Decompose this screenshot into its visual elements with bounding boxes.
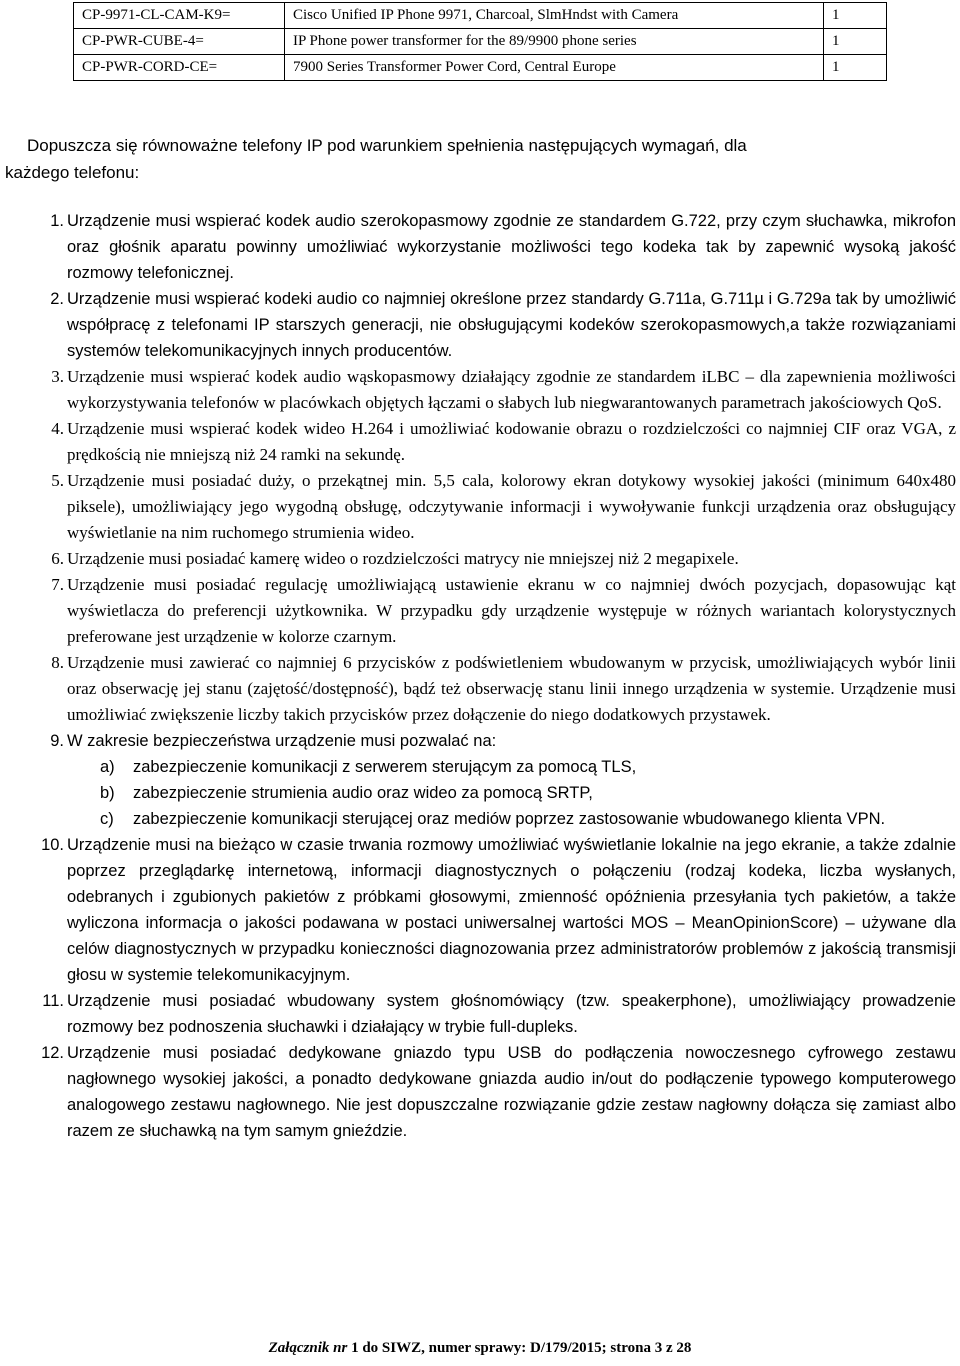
intro-paragraph	[5, 132, 950, 186]
item-number: 11.	[42, 992, 64, 1010]
item-number: 8.	[51, 653, 64, 672]
sublist-text: zabezpieczenie strumienia audio oraz wideo za pomocą SRTP,	[133, 784, 593, 802]
item-number: 9.	[50, 732, 64, 750]
item-text: Urządzenie musi posiadać dedykowane gniazdo typu USB do podłączenia nowoczesnego cyfrowego zestawu nagłownego wysokiej jakości, a ponadto dedykowane gniazda audio in/out do podłączenie typowego komputerowego analogowego zestawu nagłownego. Nie jest dopuszczalne rozwiązanie gdzie zestaw nagłowny dołącza się zamiast albo razem ze słuchawką na tym samym gnieździe.	[67, 1044, 956, 1140]
item-number: 7.	[51, 575, 64, 594]
part-description: 7900 Series Transformer Power Cord, Central Europe	[285, 55, 824, 81]
sublist-label: c)	[100, 810, 114, 828]
part-code: CP-PWR-CORD-CE=	[74, 55, 285, 81]
item-number: 10.	[41, 836, 64, 854]
part-quantity: 1	[824, 3, 887, 29]
security-sublist	[67, 754, 956, 832]
list-item	[0, 572, 960, 650]
list-item	[0, 728, 960, 832]
list-item	[0, 832, 960, 988]
sublist-item	[67, 806, 956, 832]
item-text: Urządzenie musi posiadać regulację umożliwiającą ustawienie ekranu w co najmniej dwóch pozycjach, dopasowując kąt wyświetlacza do preferencji użytkownika. W przypadku gdy urządzenie występuje w różnych wariantach kolorystycznych preferowane jest urządzenie w kolorze czarnym.	[67, 575, 956, 646]
table-row	[74, 29, 887, 55]
list-item	[0, 1040, 960, 1144]
item-text: Urządzenie musi na bieżąco w czasie trwania rozmowy umożliwiać wyświetlanie lokalnie na jego ekranie, a także zdalnie poprzez przeglądarkę internetową, informacji diagnostycznych o połączeniu (rodzaj kodeka, liczba wysłanych, odebranych i zgubionych pakietów z próbkami głosowymi, zmienność opóźnienia przesyłania tych pakietów, a także wyliczona informacja o jakości podawana w postaci uniwersalnej wartości MOS – MeanOpinionScore) – używane dla celów diagnostycznych w przypadku konieczności diagnozowania przez administratorów problemów z jakością transmisji głosu w systemie telekomunikacyjnym.	[67, 836, 956, 984]
sublist-label: b)	[100, 784, 115, 802]
footer-attachment-label: Załącznik nr	[268, 1340, 348, 1356]
sublist-label: a)	[100, 758, 115, 776]
part-code: CP-9971-CL-CAM-K9=	[74, 3, 285, 29]
intro-line: Dopuszcza się równoważne telefony IP pod warunkiem spełnienia następujących wymagań, dla	[27, 136, 747, 155]
list-item	[0, 364, 960, 416]
item-text: Urządzenie musi posiadać wbudowany system głośnomówiący (tzw. speakerphone), umożliwiający prowadzenie rozmowy bez podnoszenia słuchawki i działający w trybie full-dupleks.	[67, 992, 956, 1036]
part-code: CP-PWR-CUBE-4=	[74, 29, 285, 55]
sublist-text: zabezpieczenie komunikacji sterującej oraz mediów poprzez zastosowanie wbudowanego klienta VPN.	[133, 810, 886, 828]
item-text: Urządzenie musi posiadać kamerę wideo o rozdzielczości matrycy nie mniejszej niż 2 megapixele.	[67, 549, 739, 568]
sublist-text: zabezpieczenie komunikacji z serwerem sterującym za pomocą TLS,	[133, 758, 637, 776]
item-number: 6.	[51, 549, 64, 568]
sublist-item	[67, 754, 956, 780]
part-description: Cisco Unified IP Phone 9971, Charcoal, SlmHndst with Camera	[285, 3, 824, 29]
intro-line: każdego telefonu:	[5, 163, 140, 182]
item-text: Urządzenie musi wspierać kodek audio wąskopasmowy działający zgodnie ze standardem iLBC – dla zapewnienia możliwości wykorzystywania telefonów w placówkach objętych łączami o słabych lub niegwarantowanych parametrach jakościowych QoS.	[67, 367, 956, 412]
part-description: IP Phone power transformer for the 89/9900 phone series	[285, 29, 824, 55]
item-text: Urządzenie musi wspierać kodek audio szerokopasmowy zgodnie ze standardem G.722, przy czym słuchawka, mikrofon oraz głośnik aparatu powinny umożliwiać wykorzystanie możliwości tego kodeka tak by zapewnić wysoką jakość rozmowy telefonicznej.	[67, 212, 956, 282]
footer-reference: 1 do SIWZ, numer sprawy: D/179/2015; strona 3 z 28	[347, 1340, 692, 1356]
table-row	[74, 55, 887, 81]
part-quantity: 1	[824, 29, 887, 55]
list-item	[0, 546, 960, 572]
item-number: 4.	[51, 419, 64, 438]
table-row	[74, 3, 887, 29]
requirements-list	[0, 208, 960, 1144]
item-text: Urządzenie musi zawierać co najmniej 6 przycisków z podświetleniem wbudowanym w przycisk, umożliwiających wybór linii oraz obserwację jej stanu (zajętość/dostępność), bądź też obserwację stanu linii innego urządzenia w systemie. Urządzenie musi umożliwiać zwiększenie liczby takich przycisków przez dołączenie do niego dodatkowych przystawek.	[67, 653, 956, 724]
item-text: W zakresie bezpieczeństwa urządzenie musi pozwalać na:	[67, 732, 497, 750]
list-item	[0, 650, 960, 728]
item-number: 5.	[51, 471, 64, 490]
list-item	[0, 988, 960, 1040]
item-number: 2.	[50, 290, 64, 308]
list-item	[0, 416, 960, 468]
equipment-table	[73, 2, 887, 81]
item-text: Urządzenie musi wspierać kodek wideo H.264 i umożliwiać kodowanie obrazu o rozdzielczości co najmniej CIF oraz VGA, z prędkością nie mniejszą niż 24 ramki na sekundę.	[67, 419, 956, 464]
item-number: 12.	[41, 1044, 64, 1062]
item-text: Urządzenie musi wspierać kodeki audio co najmniej określone przez standardy G.711a, G.711µ i G.729a tak by umożliwić współpracę z telefonami IP starszych generacji, nie obsługującymi kodeków szerokopasmowych,a także rozwiązaniami systemów telekomunikacyjnych innych producentów.	[67, 290, 956, 360]
item-text: Urządzenie musi posiadać duży, o przekątnej min. 5,5 cala, kolorowy ekran dotykowy wysokiej jakości (minimum 640x480 piksele), umożliwiający jego wygodną obsługę, odczytywanie informacji i wywoływanie funkcji urządzenia oraz obsługujący wyświetlanie na nim ruchomego strumienia wideo.	[67, 471, 956, 542]
list-item	[0, 286, 960, 364]
list-item	[0, 208, 960, 286]
page-footer	[0, 1340, 960, 1357]
item-number: 3.	[51, 367, 64, 386]
part-quantity: 1	[824, 55, 887, 81]
sublist-item	[67, 780, 956, 806]
item-number: 1.	[50, 212, 64, 230]
list-item	[0, 468, 960, 546]
